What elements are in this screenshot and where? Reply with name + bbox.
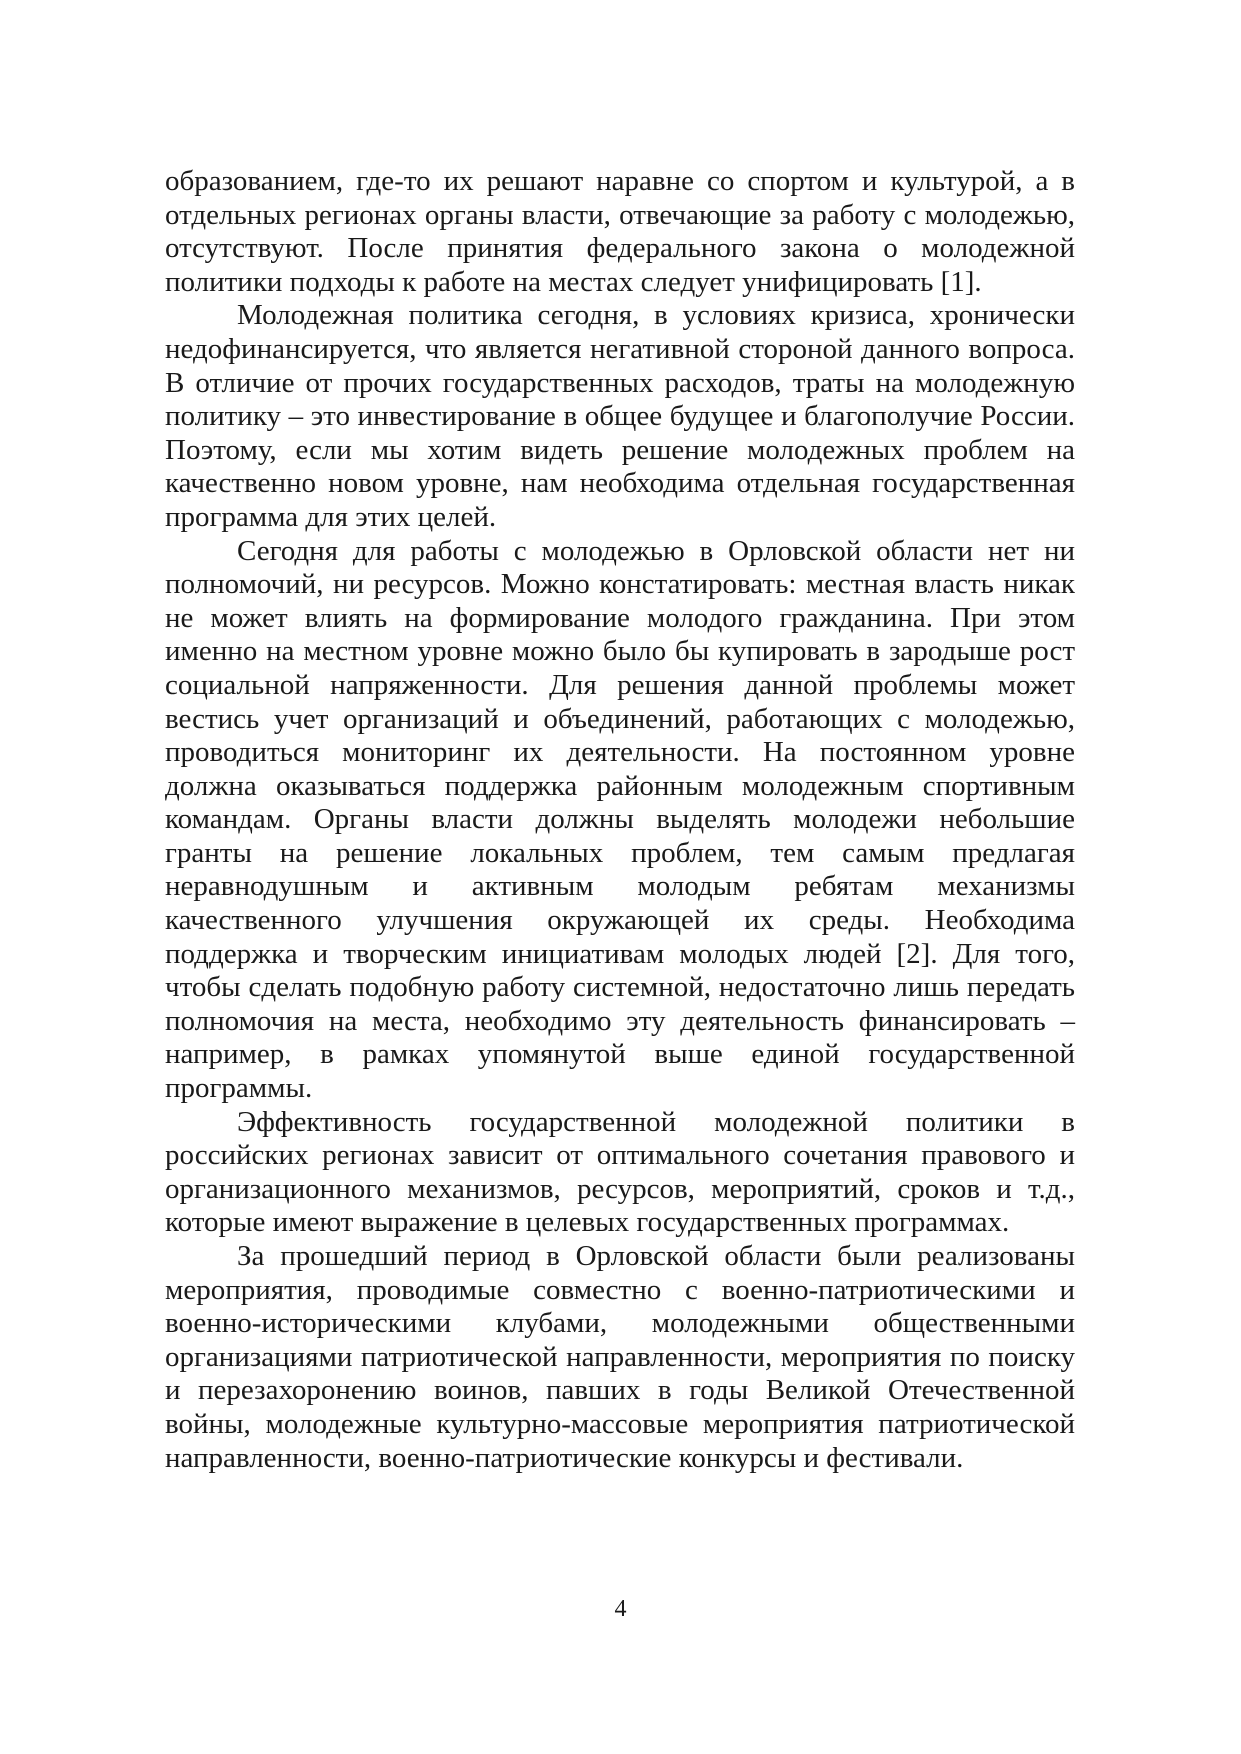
paragraph-policy-effectiveness: Эффективность государственной молодежной политики в российских регионах зависит от оптимального сочетания правового и организационного механизмов, ресурсов, мероприятий, сроков и т.д., которые имеют выражение в целевых государственных программах.	[165, 1105, 1075, 1239]
body-text	[165, 165, 1075, 1475]
paragraph-orel-region-work: Сегодня для работы с молодежью в Орловской области нет ни полномочий, ни ресурсов. Можно констатировать: местная власть никак не может влиять на формирование молодого гражданина. При этом именно на местном уровне можно было бы купировать в зародыше рост социальной напряженности. Для решения данной проблемы может вестись учет организаций и объединений, работающих с молодежью, проводиться мониторинг их деятельности. На постоянном уровне должна оказываться поддержка районным молодежным спортивным командам. Органы власти должны выделять молодежи небольшие гранты на решение локальных проблем, тем самым предлагая неравнодушным и активным молодым ребятам механизмы качественного улучшения окружающей их среды. Необходима поддержка и творческим инициативам молодых людей [2]. Для того, чтобы сделать подобную работу системной, недостаточно лишь передать полномочия на места, необходимо эту деятельность финансировать – например, в рамках упомянутой выше единой государственной программы.	[165, 534, 1075, 1105]
page-number: 4	[614, 1596, 627, 1622]
paragraph-continuation: образованием, где-то их решают наравне со спортом и культурой, а в отдельных регионах органы власти, отвечающие за работу с молодежью, отсутствуют. После принятия федерального закона о молодежной политики подходы к работе на местах следует унифицировать [1].	[165, 165, 1075, 298]
paragraph-youth-policy-funding: Молодежная политика сегодня, в условиях кризиса, хронически недофинансируется, что является негативной стороной данного вопроса. В отличие от прочих государственных расходов, траты на молодежную политику – это инвестирование в общее будущее и благополучие России. Поэтому, если мы хотим видеть решение молодежных проблем на качественно новом уровне, нам необходима отдельная государственная программа для этих целей.	[165, 299, 1075, 533]
paragraph-patriotic-events: За прошедший период в Орловской области были реализованы мероприятия, проводимые совместно с военно-патриотическими и военно-историческими клубами, молодежными общественными организациями патриотической направленности, мероприятия по поиску и перезахоронению воинов, павших в годы Великой Отечественной войны, молодежные культурно-массовые мероприятия патриотической направленности, военно-патриотические конкурсы и фестивали.	[165, 1240, 1075, 1474]
